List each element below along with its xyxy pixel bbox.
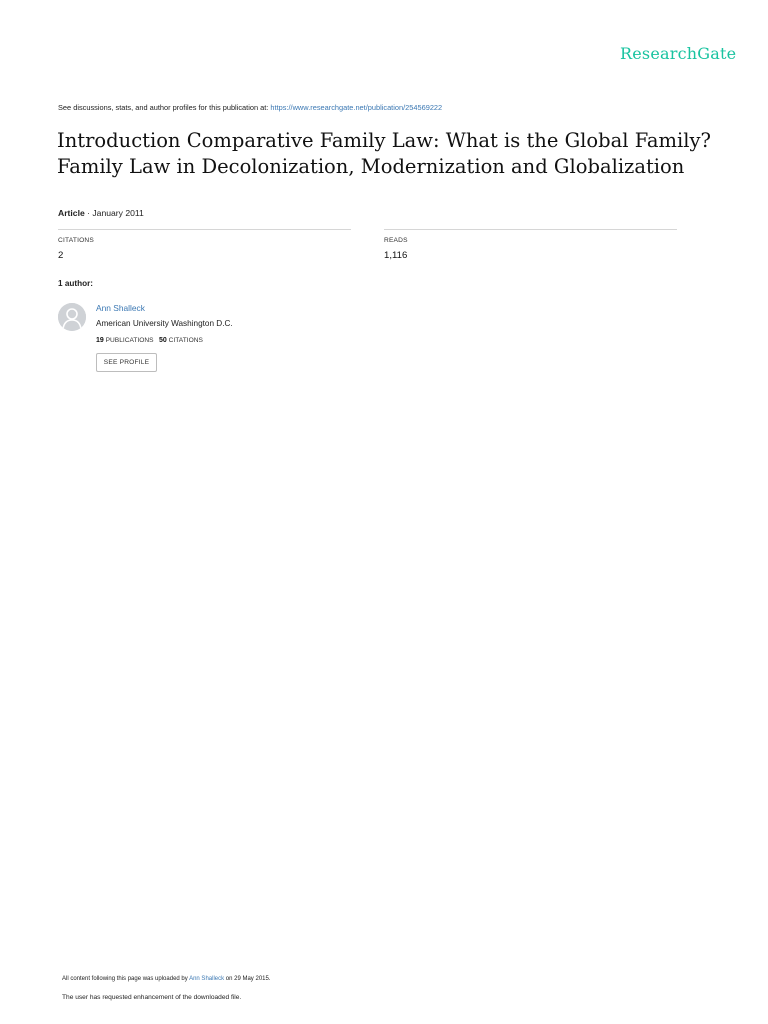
discussion-prefix: See discussions, stats, and author profiles for this publication at: <box>58 103 271 112</box>
publication-meta <box>58 208 144 218</box>
author-publications-count: 19 <box>96 337 104 344</box>
upload-suffix: on 29 May 2015. <box>224 976 271 982</box>
author-publications-label: PUBLICATIONS <box>105 337 154 344</box>
publication-date: · January 2011 <box>84 208 144 218</box>
citations-label: CITATIONS <box>58 237 94 244</box>
reads-divider <box>384 229 677 230</box>
upload-note <box>62 976 271 982</box>
see-profile-button[interactable]: SEE PROFILE <box>96 353 157 372</box>
reads-value: 1,116 <box>384 250 408 261</box>
uploader-link[interactable]: Ann Shalleck <box>189 976 225 982</box>
reads-label: READS <box>384 237 408 244</box>
author-name-link[interactable]: Ann Shalleck <box>96 303 145 313</box>
author-citations-label: CITATIONS <box>168 337 203 344</box>
user-silhouette-icon[interactable] <box>58 303 86 331</box>
author-institution: American University Washington D.C. <box>96 319 233 328</box>
citations-value: 2 <box>58 250 64 261</box>
researchgate-logo[interactable]: ResearchGate <box>620 44 737 63</box>
authors-heading: 1 author: <box>58 279 94 288</box>
publication-title <box>57 128 737 180</box>
upload-prefix: All content following this page was uploaded by <box>62 976 190 982</box>
publication-type: Article <box>58 208 85 218</box>
publication-title-line-1: Introduction Comparative Family Law: What is the Global Family? <box>57 129 711 152</box>
discussion-line <box>58 103 442 112</box>
citations-divider <box>58 229 351 230</box>
publication-url-link[interactable]: https://www.researchgate.net/publication/254569222 <box>270 103 443 112</box>
author-stats <box>96 337 203 344</box>
enhancement-note: The user has requested enhancement of the downloaded file. <box>62 994 242 1001</box>
author-citations-count: 50 <box>159 337 167 344</box>
publication-title-line-2: Family Law in Decolonization, Modernization and Globalization <box>57 155 685 178</box>
